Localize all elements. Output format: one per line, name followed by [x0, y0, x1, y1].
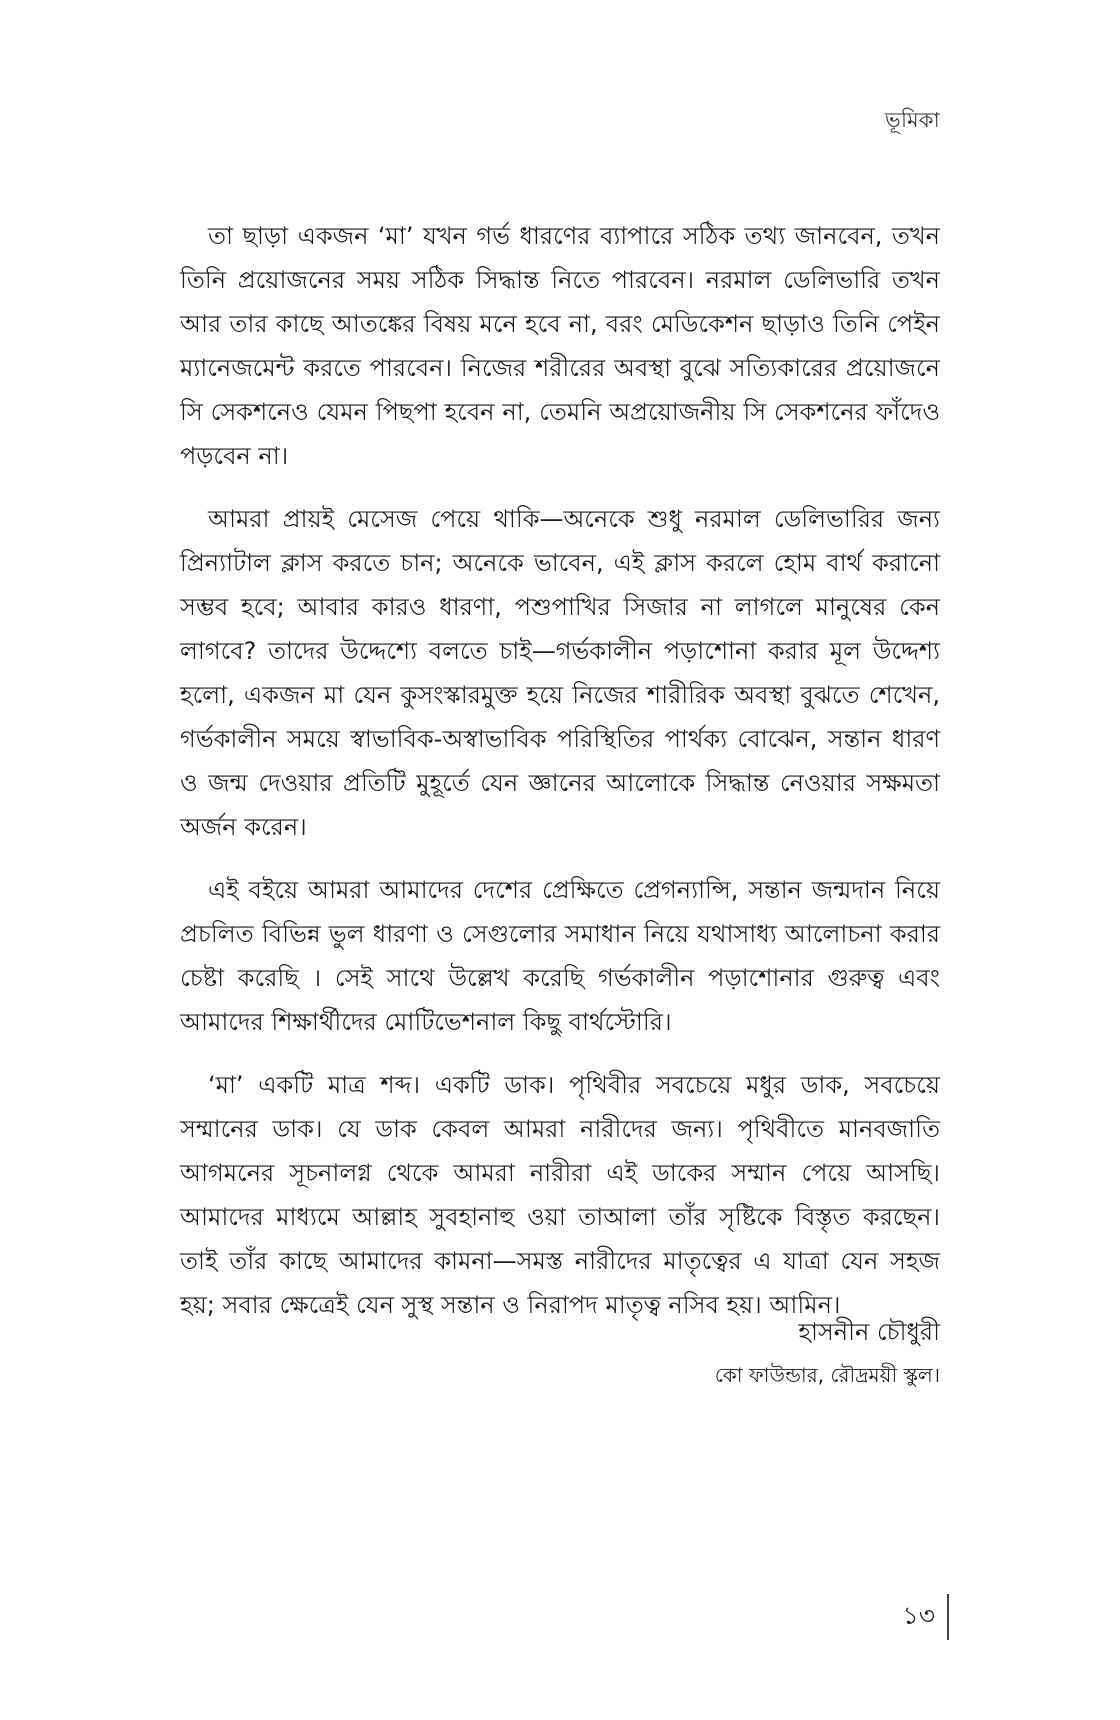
running-header: ভূমিকা — [885, 108, 940, 132]
paragraph: ‘মা’ একটি মাত্র শব্দ। একটি ডাক। পৃথিবীর সবচেয়ে মধুর ডাক, সবচেয়ে সম্মানের ডাক। যে ডাক কেবল আমরা নারীদের জন্য। পৃথিবীতে মানবজাতি আগমনের সূচনালগ্ন থেকে আমরা নারীরা এই ডাকের সম্মান পেয়ে আসছি। আমাদের মাধ্যমে আল্লাহ সুবহানাহু ওয়া তাআলা তাঁর সৃষ্টিকে বিস্তৃত করছেন। তাই তাঁর কাছে আমাদের কামনা—সমস্ত নারীদের মাতৃত্বের এ যাত্রা যেন সহজ হয়; সবার ক্ষেত্রেই যেন সুস্থ সন্তান ও নিরাপদ মাতৃত্ব নসিব হয়। আমিন। — [180, 1071, 940, 1319]
signature-block — [715, 1312, 940, 1392]
page-number-divider — [947, 1594, 949, 1640]
author-title: কো ফাউন্ডার, রৌদ্রময়ী স্কুল। — [714, 1363, 940, 1387]
author-name: হাসনীন চৌধুরী — [798, 1318, 940, 1346]
page-footer — [903, 1594, 949, 1640]
paragraph: আমরা প্রায়ই মেসেজ পেয়ে থাকি—অনেকে শুধু নরমাল ডেলিভারির জন্য প্রিন্যাটাল ক্লাস করতে চান; অনেকে ভাবেন, এই ক্লাস করলে হোম বার্থ করানো সম্ভব হবে; আবার কারও ধারণা, পশুপাখির সিজার না লাগলে মানুষের কেন লাগবে? তাদের উদ্দেশ্যে বলতে চাই—গর্ভকালীন পড়াশোনা করার মূল উদ্দেশ্য হলো, একজন মা যেন কুসংস্কারমুক্ত হয়ে নিজের শারীরিক অবস্থা বুঝতে শেখেন, গর্ভকালীন সময়ে স্বাভাবিক-অস্বাভাবিক পরিস্থিতির পার্থক্য বোঝেন, সন্তান ধারণ ও জন্ম দেওয়ার প্রতিটি মুহূর্তে যেন জ্ঞানের আলোকে সিদ্ধান্ত নেওয়ার সক্ষমতা অর্জন করেন। — [180, 505, 940, 841]
body-text — [180, 214, 940, 1346]
paragraph: তা ছাড়া একজন ‘মা’ যখন গর্ভ ধারণের ব্যাপারে সঠিক তথ্য জানবেন, তখন তিনি প্রয়োজনের সময় সঠিক সিদ্ধান্ত নিতে পারবেন। নরমাল ডেলিভারি তখন আর তার কাছে আতঙ্কের বিষয় মনে হবে না, বরং মেডিকেশন ছাড়াও তিনি পেইন ম্যানেজমেন্ট করতে পারবেন। নিজের শরীরের অবস্থা বুঝে সত্যিকারের প্রয়োজনে সি সেকশনেও যেমন পিছপা হবেন না, তেমনি অপ্রয়োজনীয় সি সেকশনের ফাঁদেও পড়বেন না। — [180, 222, 940, 470]
paragraph: এই বইয়ে আমরা আমাদের দেশের প্রেক্ষিতে প্রেগন্যান্সি, সন্তান জন্মদান নিয়ে প্রচলিত বিভিন্ন ভুল ধারণা ও সেগুলোর সমাধান নিয়ে যথাসাধ্য আলোচনা করার চেষ্টা করেছি । সেই সাথে উল্লেখ করেছি গর্ভকালীন পড়াশোনার গুরুত্ব এবং আমাদের শিক্ষার্থীদের মোটিভেশনাল কিছু বার্থস্টোরি। — [180, 876, 940, 1036]
page-number: ১৩ — [902, 1600, 935, 1630]
